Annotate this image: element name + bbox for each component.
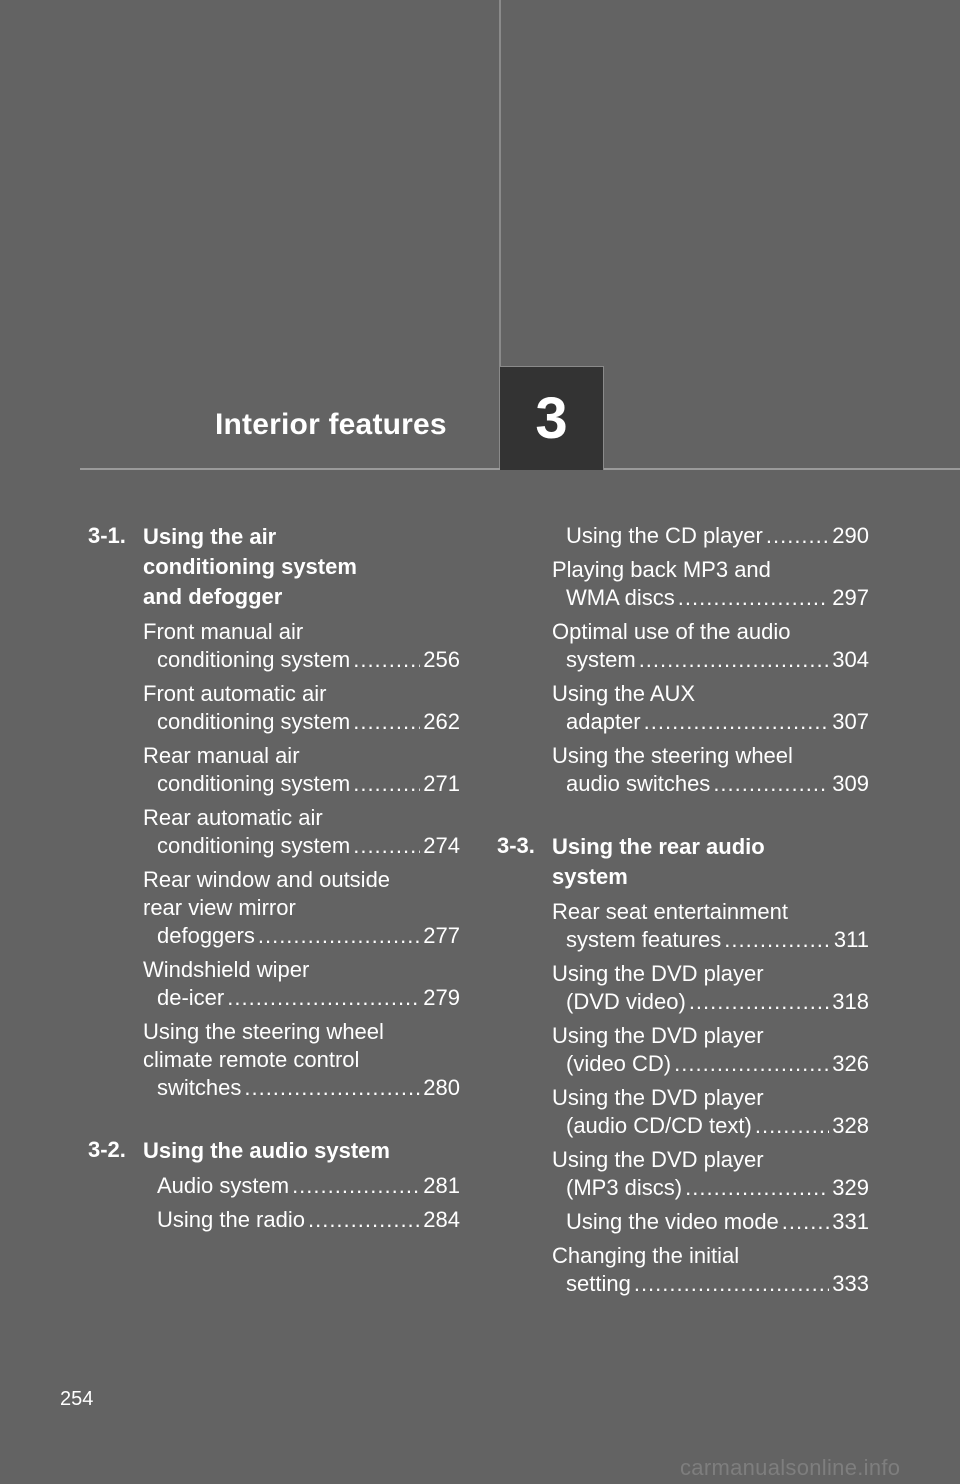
section-heading [497,832,869,892]
toc-entry-last-text: Using the CD player [566,523,763,548]
toc-entry-page: 331 [832,1209,869,1234]
toc-entry-last-text: (video CD) [566,1051,672,1076]
page-number: 254 [60,1388,94,1410]
toc-entry-last-text: WMA discs [566,585,675,610]
chapter-title: Interior features [215,408,447,441]
toc-entry-last-text: adapter [566,709,641,734]
section-title-line: conditioning system [143,554,357,579]
section-title-line: system [552,864,628,889]
toc-entry-last-text: switches [157,1075,242,1100]
dot-leader [258,922,420,950]
toc-entry-leader-line [157,1206,460,1234]
toc-entry [552,618,869,674]
toc-entry-last-text: Using the video mode [566,1209,779,1234]
toc-entry-last-text: (MP3 discs) [566,1175,683,1200]
toc-entry [143,1172,460,1200]
chapter-number-tab [500,366,604,470]
toc-section-3-1 [88,522,460,1102]
toc-entry-page: 307 [832,709,869,734]
toc-entry-leader-line [157,1074,460,1102]
dot-leader [308,1206,420,1234]
toc-entry-text: Rear window and outside [143,867,391,892]
toc-entry-text: Rear seat entertainment [552,899,789,924]
toc-entry-page: 311 [833,927,869,952]
toc-entry-text: Playing back MP3 and [552,557,771,582]
toc-entry [143,1206,460,1234]
toc-entry-page: 281 [423,1173,460,1198]
dot-leader [353,646,420,674]
toc-section-3-2 [88,1136,460,1234]
toc-entry-text: Rear manual air [143,743,300,768]
watermark-text: carmanualsonline.info [680,1455,901,1480]
toc-entry-text: Front manual air [143,619,304,644]
section-title-line: Using the audio system [143,1138,390,1163]
toc-entry-page: 284 [423,1207,460,1232]
section-number: 3-1. [88,523,126,548]
toc-entry-list [88,618,460,1102]
toc-entry-last-text: (DVD video) [566,989,686,1014]
toc-entry-last-text: setting [566,1271,631,1296]
dot-leader [634,1270,829,1298]
dot-leader [353,770,420,798]
section-title-line: Using the rear audio [552,834,765,859]
dot-leader [724,926,831,954]
toc-entry-page: 290 [832,523,869,548]
toc-entry-list [497,522,869,798]
dot-leader [782,1208,829,1236]
dot-leader [713,770,829,798]
section-heading [88,522,460,612]
toc-entry-text: Using the DVD player [552,1147,764,1172]
toc-entry-last-text: conditioning system [157,709,351,734]
toc-entry-page: 271 [423,771,460,796]
toc-entry-last-text: system [566,647,636,672]
toc-entry-leader-line [157,770,460,798]
toc-entry-page: 297 [832,585,869,610]
toc-entry-last-text: de-icer [157,985,225,1010]
dot-leader [685,1174,829,1202]
toc-entry-text: Using the steering wheel [143,1019,384,1044]
dot-leader [678,584,829,612]
toc-column-left [88,522,460,1234]
toc-entry-page: 328 [832,1113,869,1138]
toc-entry-leader-line [566,522,869,550]
toc-entry-page: 280 [423,1075,460,1100]
toc-entry [552,742,869,798]
toc-entry-leader-line [566,584,869,612]
toc-entry [143,742,460,798]
dot-leader [755,1112,829,1140]
toc-entry-page: 256 [423,647,460,672]
toc-entry-page: 329 [832,1175,869,1200]
toc-entry [552,960,869,1016]
toc-entry-page: 274 [423,833,460,858]
toc-entry [552,1208,869,1236]
toc-entry-last-text: (audio CD/CD text) [566,1113,752,1138]
toc-entry-leader-line [566,1050,869,1078]
toc-entry-leader-line [566,988,869,1016]
dot-leader [244,1074,420,1102]
toc-entry-page: 304 [832,647,869,672]
toc-entry-page: 326 [832,1051,869,1076]
dot-leader [766,522,829,550]
toc-entry-page: 279 [423,985,460,1010]
dot-leader [353,832,420,860]
toc-entry [143,956,460,1012]
toc-entry [552,1146,869,1202]
toc-entry-text: Using the DVD player [552,1085,764,1110]
dot-leader [292,1172,420,1200]
toc-section-3-2-cont [497,522,869,798]
chapter-number: 3 [535,386,568,451]
toc-entry-text: Rear automatic air [143,805,323,830]
toc-entry-last-text: defoggers [157,923,255,948]
toc-section-3-3 [497,832,869,1298]
toc-entry-last-text: conditioning system [157,647,351,672]
toc-entry-page: 309 [832,771,869,796]
section-title-line: Using the air [143,524,277,549]
toc-entry-leader-line [566,1208,869,1236]
dot-leader [227,984,420,1012]
toc-entry-last-text: system features [566,927,722,952]
dot-leader [689,988,829,1016]
toc-entry [143,1018,460,1102]
toc-entry-text: Optimal use of the audio [552,619,791,644]
toc-entry-page: 262 [423,709,460,734]
toc-entry [552,522,869,550]
toc-entry [143,804,460,860]
toc-entry [143,866,460,950]
toc-entry [552,556,869,612]
toc-entry-last-text: Using the radio [157,1207,305,1232]
toc-entry-text: Windshield wiper [143,957,310,982]
toc-entry-last-text: conditioning system [157,771,351,796]
toc-entry-leader-line [566,1270,869,1298]
toc-entry-leader-line [566,708,869,736]
toc-column-right [497,522,869,1298]
toc-entry-leader-line [157,708,460,736]
toc-entry-leader-line [566,1174,869,1202]
toc-entry [552,1022,869,1078]
toc-entry-leader-line [566,1112,869,1140]
toc-entry-page: 333 [832,1271,869,1296]
dot-leader [644,708,830,736]
toc-entry-text: climate remote control [143,1047,360,1072]
toc-entry-leader-line [566,926,869,954]
toc-entry [552,898,869,954]
section-heading [88,1136,460,1166]
toc-entry [552,1242,869,1298]
toc-entry-list [497,898,869,1298]
toc-entry-leader-line [566,770,869,798]
toc-entry [552,680,869,736]
toc-entry-text: Using the DVD player [552,961,764,986]
toc-entry [143,618,460,674]
dot-leader [639,646,830,674]
toc-entry-last-text: Audio system [157,1173,290,1198]
toc-entry-leader-line [157,984,460,1012]
dot-leader [353,708,420,736]
section-number: 3-3. [497,833,535,858]
toc-entry-text: Using the DVD player [552,1023,764,1048]
toc-entry [552,1084,869,1140]
toc-entry-page: 277 [423,923,460,948]
toc-entry-leader-line [566,646,869,674]
toc-entry-last-text: audio switches [566,771,711,796]
dot-leader [674,1050,829,1078]
section-number: 3-2. [88,1137,126,1162]
toc-entry-leader-line [157,1172,460,1200]
toc-entry-list [88,1172,460,1234]
toc-entry [143,680,460,736]
toc-entry-text: Using the steering wheel [552,743,793,768]
toc-entry-leader-line [157,922,460,950]
toc-entry-page: 318 [832,989,869,1014]
toc-entry-text: Front automatic air [143,681,327,706]
toc-entry-text: Changing the initial [552,1243,740,1268]
toc-entry-leader-line [157,646,460,674]
section-title-line: and defogger [143,584,283,609]
toc-entry-text: Using the AUX [552,681,696,706]
toc-entry-text: rear view mirror [143,895,296,920]
toc-entry-leader-line [157,832,460,860]
toc-entry-last-text: conditioning system [157,833,351,858]
